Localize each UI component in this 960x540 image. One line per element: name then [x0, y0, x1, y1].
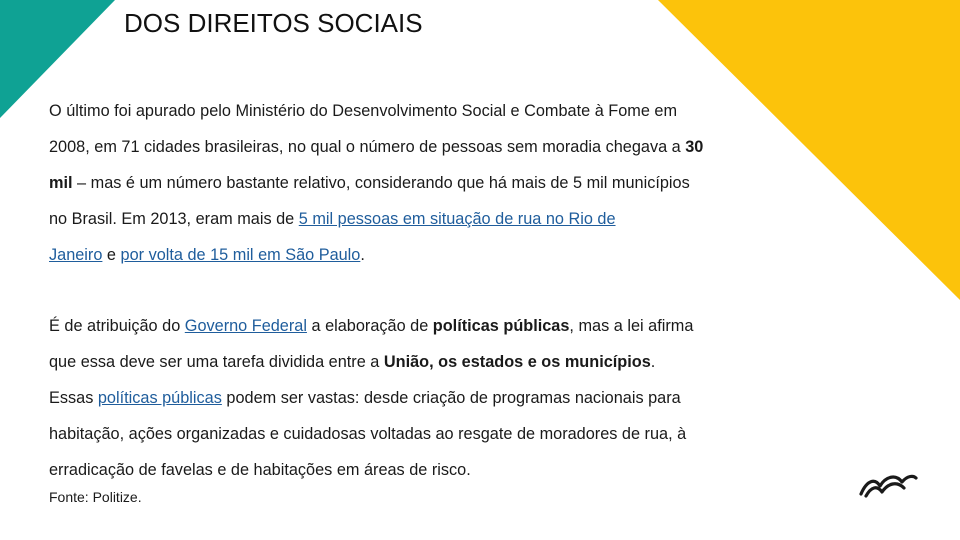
bold-number: 30: [685, 138, 704, 156]
paragraph-2-line-2: que essa deve ser uma tarefa dividida entre a União, os estados e os municípios.: [49, 353, 656, 371]
birds-logo-icon: [858, 470, 918, 498]
paragraph-1-line-5: Janeiro e por volta de 15 mil em São Paulo.: [49, 246, 365, 264]
bold-unit: mil: [49, 174, 73, 192]
paragraph-2-line-3: Essas políticas públicas podem ser vastas: desde criação de programas nacionais para: [49, 389, 681, 407]
slide-title: DOS DIREITOS SOCIAIS: [124, 8, 423, 38]
slide-body: [49, 97, 789, 492]
link-rio-de-janeiro[interactable]: 5 mil pessoas em situação de rua no Rio de: [298, 210, 616, 228]
source-caption: Fonte: Politize.: [49, 489, 142, 505]
paragraph-1-line-3: mil – mas é um número bastante relativo, considerando que há mais de 5 mil municípios: [49, 174, 690, 192]
bold-politicas-publicas: políticas públicas: [432, 317, 570, 335]
paragraph-2-line-4: habitação, ações organizadas e cuidadosas voltadas ao resgate de moradores de rua, à: [49, 425, 687, 443]
paragraph-1-line-4: no Brasil. Em 2013, eram mais de 5 mil pessoas em situação de rua no Rio de: [49, 210, 616, 228]
link-politicas-publicas[interactable]: políticas públicas: [97, 389, 222, 407]
link-governo-federal[interactable]: Governo Federal: [184, 317, 307, 335]
paragraph-spacer: [49, 277, 789, 312]
link-sao-paulo[interactable]: por volta de 15 mil em São Paulo: [120, 246, 361, 264]
bold-entes-federativos: União, os estados e os municípios: [383, 353, 651, 371]
paragraph-1-line-1: O último foi apurado pelo Ministério do Desenvolvimento Social e Combate à Fome em: [49, 102, 678, 120]
paragraph-2-line-1: É de atribuição do Governo Federal a elaboração de políticas públicas, mas a lei afirma: [49, 317, 694, 335]
paragraph-2-line-5: erradicação de favelas e de habitações em áreas de risco.: [49, 461, 471, 479]
link-janeiro[interactable]: Janeiro: [49, 246, 103, 264]
paragraph-1-line-2: 2008, em 71 cidades brasileiras, no qual o número de pessoas sem moradia chegava a 30: [49, 138, 704, 156]
